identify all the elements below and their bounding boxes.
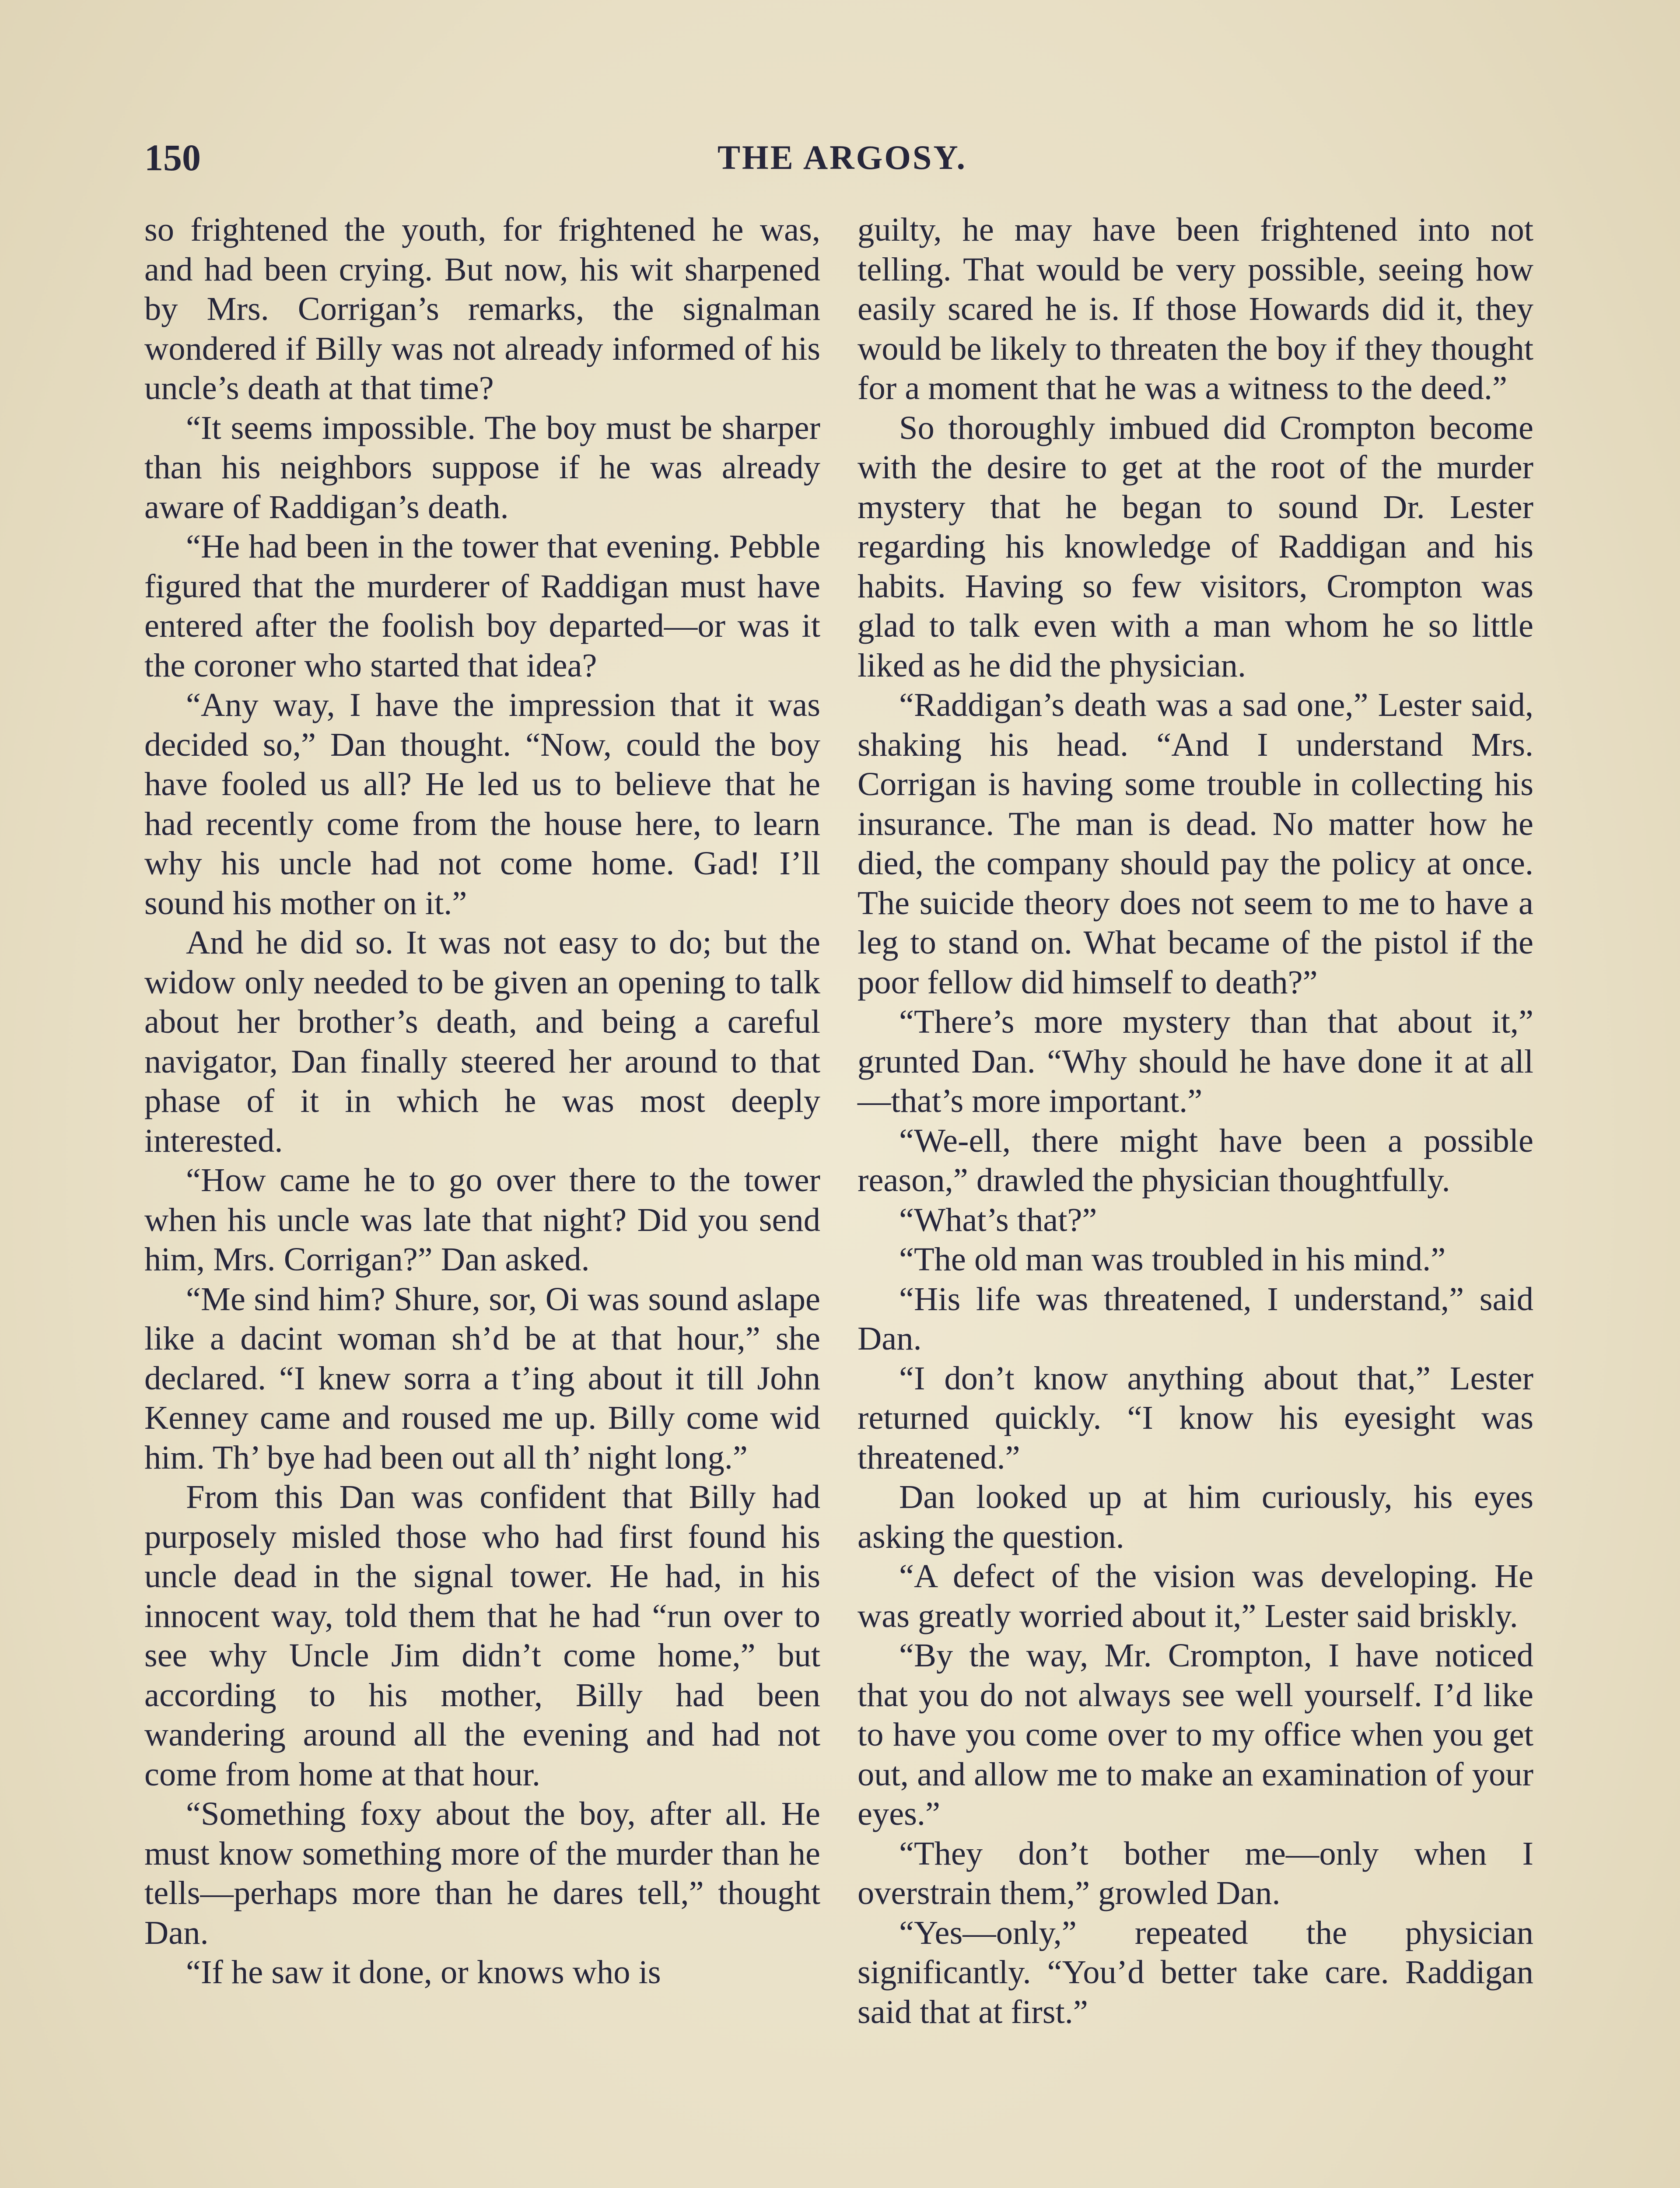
paragraph: “The old man was troubled in his mind.” [899, 1241, 1446, 1278]
paragraph: “I don’t know anything about that,” Lester returned quickly. “I know his eyesight was threatened.” [858, 1359, 1533, 1476]
paragraph: From this Dan was confident that Billy had purposely misled those who had first found his uncle dead in the signal tower. He had, in his innocent way, told them that he had “run over to see why Uncle Jim didn’t come home,” but according to his mother, Billy had been wandering around all the evening and had not come from home at that hour. [144, 1478, 820, 1793]
paragraph: Dan looked up at him curiously, his eyes asking the question. [858, 1478, 1533, 1555]
paragraph: So thoroughly imbued did Crompton become with the desire to get at the root of the murder mystery that he began to sound Dr. Lester regarding his knowledge of Raddigan and his habits. Having so few visitors, Crompton was glad to talk even with a man whom he so little liked as he did the physician. [858, 409, 1533, 684]
right-column [858, 210, 1533, 2032]
page-number: 150 [144, 137, 201, 179]
paragraph: “How came he to go over there to the tower when his uncle was late that night? Did you send him, Mrs. Corrigan?” Dan asked. [144, 1161, 820, 1278]
paragraph: “Yes—only,” repeated the physician significantly. “You’d better take care. Raddigan said that at first.” [858, 1914, 1533, 2030]
running-title: THE ARGOSY. [718, 138, 967, 176]
paragraph: “It seems impossible. The boy must be sharper than his neighbors suppose if he was already aware of Raddigan’s death. [144, 409, 820, 526]
paragraph: “Something foxy about the boy, after all. He must know something more of the murder than he tells—perhaps more than he dares tell,” thought Dan. [144, 1795, 820, 1951]
left-column [144, 210, 820, 1992]
paragraph: “There’s more mystery than that about it,” grunted Dan. “Why should he have done it at all—that’s more important.” [858, 1003, 1533, 1119]
paragraph: “What’s that?” [899, 1201, 1097, 1238]
paragraph: “If he saw it done, or knows who is [186, 1953, 661, 1991]
paragraph: guilty, he may have been frightened into not telling. That would be very possible, seeing how easily scared he is. If those Howards did it, they would be likely to threaten the boy if they thought for a moment that he was a witness to the deed.” [858, 211, 1533, 407]
paragraph: “A defect of the vision was developing. He was greatly worried about it,” Lester said briskly. [858, 1557, 1533, 1634]
paragraph: “By the way, Mr. Crompton, I have noticed that you do not always see well yourself. I’d like to have you come over to my office when you get out, and allow me to make an examination of your eyes.” [858, 1637, 1533, 1832]
paragraph: so frightened the youth, for frightened he was, and had been crying. But now, his wit sharpened by Mrs. Corrigan’s remarks, the signalman wondered if Billy was not already informed of his uncle’s death at that time? [144, 211, 820, 407]
paragraph: “They don’t bother me—only when I overstrain them,” growled Dan. [858, 1834, 1533, 1911]
page-header [144, 131, 1540, 184]
paragraph: “Me sind him? Shure, sor, Oi was sound aslape like a dacint woman sh’d be at that hour,” she declared. “I knew sorra a t’ing about it till John Kenney came and roused me up. Billy come wid him. Th’ bye had been out all th’ night long.” [144, 1280, 820, 1476]
paragraph: “His life was threatened, I understand,” said Dan. [858, 1280, 1533, 1357]
paragraph: “Raddigan’s death was a sad one,” Lester said, shaking his head. “And I understand Mrs. Corrigan is having some trouble in collecting his insurance. The man is dead. No matter how he died, the company should pay the policy at once. The suicide theory does not seem to me to have a leg to stand on. What became of the pistol if the poor fellow did himself to death?” [858, 686, 1533, 1001]
paragraph: And he did so. It was not easy to do; but the widow only needed to be given an opening to talk about her brother’s death, and being a careful navigator, Dan finally steered her around to that phase of it in which he was most deeply interested. [144, 924, 820, 1159]
paragraph: “Any way, I have the impression that it was decided so,” Dan thought. “Now, could the boy have fooled us all? He led us to believe that he had recently come from the house here, to learn why his uncle had not come home. Gad! I’ll sound his mother on it.” [144, 686, 820, 922]
paragraph: “We-ell, there might have been a possible reason,” drawled the physician thoughtfully. [858, 1122, 1533, 1199]
paragraph: “He had been in the tower that evening. Pebble figured that the murderer of Raddigan must have entered after the foolish boy departed—or was it the coroner who started that idea? [144, 528, 820, 684]
